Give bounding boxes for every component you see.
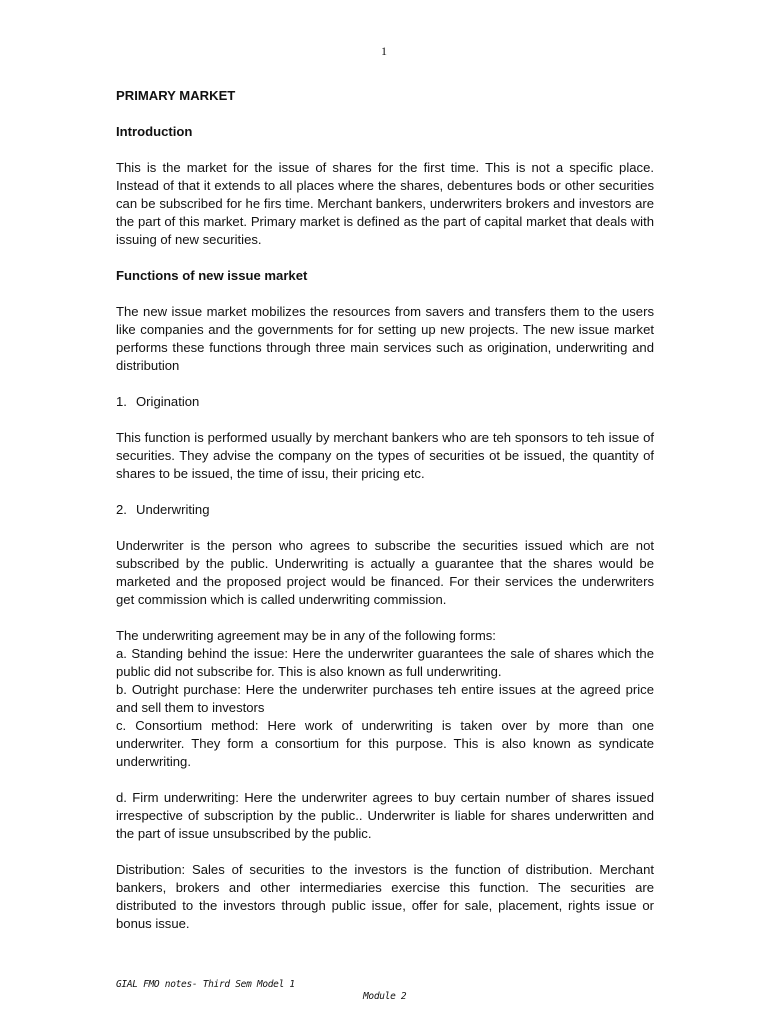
origination-heading bbox=[116, 393, 654, 411]
page-footer bbox=[116, 967, 407, 1015]
page-number: 1 bbox=[381, 44, 387, 58]
distribution-paragraph: Distribution: Sales of securities to the investors is the function of distribution. Merchant bankers, brokers and other intermediaries exercise this function. The securities are distributed to the investors through public issue, offer for sale, placement, rights issue or bonus issue. bbox=[116, 862, 654, 931]
footer-course-label: GIAL FMO notes- Third Sem Model 1 bbox=[116, 979, 295, 990]
functions-heading: Functions of new issue market bbox=[116, 268, 308, 283]
introduction-paragraph: This is the market for the issue of shares for the first time. This is not a specific place. Instead of that it extends to all places where the shares, debentures bods or other securities can be subscribed for he firs time. Merchant bankers, underwriters brokers and investors are the part of this market. Primary market is defined as the part of capital market that deals with issuing of new securities. bbox=[116, 160, 654, 247]
underwriting-heading bbox=[116, 501, 654, 519]
underwriting-form-c: c. Consortium method: Here work of underwriting is taken over by more than one underwriter. They form a consortium for this purpose. This is also known as syndicate underwriting. bbox=[116, 718, 654, 769]
underwriting-forms-intro: The underwriting agreement may be in any of the following forms: bbox=[116, 628, 496, 643]
underwriting-paragraph: Underwriter is the person who agrees to subscribe the securities issued which are not subscribed by the public. Underwriting is actually a guarantee that the shares would be marketed and the proposed project would be financed. For their services the underwriters get commission which is called underwriting commission. bbox=[116, 538, 654, 607]
origination-number: 1. bbox=[116, 394, 127, 409]
underwriting-form-d: d. Firm underwriting: Here the underwriter agrees to buy certain number of shares issued irrespective of subscription by the public.. Underwriter is liable for shares underwritten and the part of issue unsubscribed by the public. bbox=[116, 790, 654, 841]
document-body bbox=[116, 87, 654, 933]
origination-heading-label: Origination bbox=[136, 394, 200, 409]
introduction-heading: Introduction bbox=[116, 124, 193, 139]
footer-module-label: Module 2 bbox=[363, 991, 407, 1002]
underwriting-form-a: a. Standing behind the issue: Here the underwriter guarantees the sale of shares which the public did not subscribe for. This is also known as full underwriting. bbox=[116, 646, 654, 679]
page-title: PRIMARY MARKET bbox=[116, 88, 236, 103]
underwriting-heading-label: Underwriting bbox=[136, 502, 210, 517]
origination-paragraph: This function is performed usually by merchant bankers who are teh sponsors to teh issue of securities. They advise the company on the types of securities ot be issued, the quantity of shares to be issued, the time of issu, their pricing etc. bbox=[116, 430, 654, 481]
underwriting-number: 2. bbox=[116, 502, 127, 517]
underwriting-form-b: b. Outright purchase: Here the underwriter purchases teh entire issues at the agreed price and sell them to investors bbox=[116, 682, 654, 715]
functions-paragraph: The new issue market mobilizes the resources from savers and transfers them to the users like companies and the governments for for setting up new projects. The new issue market performs these functions through three main services such as origination, underwriting and distribution bbox=[116, 304, 654, 373]
